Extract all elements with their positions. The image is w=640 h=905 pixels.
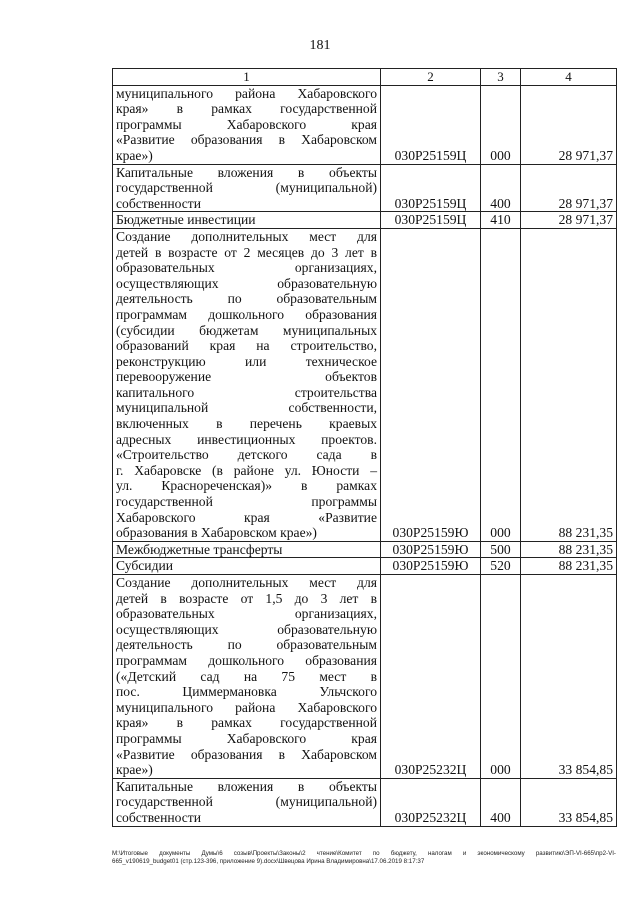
document-footer (112, 850, 616, 866)
row-code: 030Р25159Ю (381, 541, 481, 558)
description-line: включенных в перечень краевых (116, 416, 377, 432)
description-line: «Развитие образования в Хабаровском (116, 746, 377, 762)
description-line: государственной (муниципальной) (116, 180, 377, 196)
description-line: г. Хабаровске (в районе ул. Юности – (116, 462, 377, 478)
description-line: осуществляющих образовательную (116, 275, 377, 291)
description-line: муниципальной собственности, (116, 400, 377, 416)
description-line: государственной (муниципальной) (116, 794, 377, 810)
description-line: муниципального района Хабаровского (116, 699, 377, 715)
row-amount: 28 971,37 (521, 212, 617, 229)
description-line: (субсидии бюджетам муниципальных (116, 322, 377, 338)
header-col-1: 1 (113, 69, 381, 86)
description-line: деятельность по образовательным (116, 291, 377, 307)
description-line: Создание дополнительных мест для (116, 575, 377, 590)
description-line: программам дошкольного образования (116, 652, 377, 668)
description-line: образовательных организациях, (116, 606, 377, 622)
footer-path-line-1: M:\Итоговые документы Думы\6 созыв\Проекты\Законы\2 чтение\Комитет по бюджету, налогам и экономическому развитию\ЭП-VI-665\пр2-VI- (112, 850, 616, 857)
row-amount: 88 231,35 (521, 541, 617, 558)
row-amount: 88 231,35 (521, 228, 617, 541)
row-code: 030Р25232Ц (381, 778, 481, 826)
row-description (113, 541, 381, 558)
table-row (113, 212, 617, 229)
description-line: реконструкцию или техническое (116, 353, 377, 369)
description-line: собственности (116, 809, 202, 825)
page-number: 181 (309, 38, 331, 53)
description-line: программам дошкольного образования (116, 306, 377, 322)
description-line: детей в возрасте от 2 месяцев до 3 лет в (116, 244, 377, 260)
description-line: края» в рамках государственной (116, 715, 377, 731)
row-amount: 33 854,85 (521, 778, 617, 826)
description-line: Межбюджетные трансферты (116, 541, 283, 557)
row-code: 030Р25159Ц (381, 85, 481, 164)
description-line: пос. Циммермановка Ульчского (116, 684, 377, 700)
row-expense-type: 400 (481, 778, 521, 826)
row-expense-type: 400 (481, 164, 521, 212)
row-amount: 28 971,37 (521, 85, 617, 164)
table-row (113, 85, 617, 164)
budget-table (112, 68, 617, 827)
table-row (113, 164, 617, 212)
description-line: Капитальные вложения в объекты (116, 778, 377, 794)
table-row (113, 558, 617, 575)
description-line: программы Хабаровского края (116, 116, 377, 132)
description-line: деятельность по образовательным (116, 637, 377, 653)
table-header-row (113, 69, 617, 86)
row-description (113, 85, 381, 164)
header-col-2: 2 (381, 69, 481, 86)
description-line: ул. Краснореченская)» в рамках (116, 478, 377, 494)
description-line: программы Хабаровского края (116, 730, 377, 746)
table-row (113, 541, 617, 558)
row-code: 030Р25159Ю (381, 228, 481, 541)
row-description (113, 228, 381, 541)
row-code: 030Р25232Ц (381, 575, 481, 779)
description-line: Субсидии (116, 558, 174, 574)
row-description (113, 575, 381, 779)
row-expense-type: 520 (481, 558, 521, 575)
row-expense-type: 000 (481, 228, 521, 541)
table-row (113, 228, 617, 541)
row-description (113, 778, 381, 826)
footer-path-line-2: 665_v190619_budget01 (стр.123-396, приложение 9).docx\Швецова Ирина Владимировна\17.06.2019 8:17:37 (112, 858, 425, 865)
description-line: образовательных организациях, (116, 260, 377, 276)
description-line: детей в возрасте от 1,5 до 3 лет в (116, 590, 377, 606)
description-line: Бюджетные инвестиции (116, 212, 256, 228)
description-line: («Детский сад на 75 мест в (116, 668, 377, 684)
description-line: капитального строительства (116, 384, 377, 400)
row-code: 030Р25159Ц (381, 212, 481, 229)
description-line: Создание дополнительных мест для (116, 228, 377, 244)
description-line: муниципального района Хабаровского (116, 85, 377, 101)
row-expense-type: 000 (481, 85, 521, 164)
description-line: «Строительство детского сада в (116, 447, 377, 463)
table-row (113, 575, 617, 779)
row-amount: 28 971,37 (521, 164, 617, 212)
row-description (113, 212, 381, 229)
description-line: перевооружение объектов (116, 369, 377, 385)
description-line: образования в Хабаровском крае») (116, 525, 317, 541)
row-description (113, 558, 381, 575)
description-line: собственности (116, 195, 202, 211)
row-amount: 33 854,85 (521, 575, 617, 779)
description-line: «Развитие образования в Хабаровском (116, 132, 377, 148)
row-expense-type: 000 (481, 575, 521, 779)
description-line: Хабаровского края «Развитие (116, 509, 377, 525)
row-expense-type: 500 (481, 541, 521, 558)
description-line: крае») (116, 762, 153, 778)
description-line: государственной программы (116, 494, 377, 510)
description-line: края» в рамках государственной (116, 101, 377, 117)
description-line: крае») (116, 147, 153, 163)
row-code: 030Р25159Ю (381, 558, 481, 575)
row-description (113, 164, 381, 212)
header-col-4: 4 (521, 69, 617, 86)
row-expense-type: 410 (481, 212, 521, 229)
description-line: осуществляющих образовательную (116, 621, 377, 637)
row-amount: 88 231,35 (521, 558, 617, 575)
description-line: Капитальные вложения в объекты (116, 164, 377, 180)
row-code: 030Р25159Ц (381, 164, 481, 212)
table-row (113, 778, 617, 826)
header-col-3: 3 (481, 69, 521, 86)
description-line: образований края на строительство, (116, 338, 377, 354)
description-line: адресных инвестиционных проектов. (116, 431, 377, 447)
